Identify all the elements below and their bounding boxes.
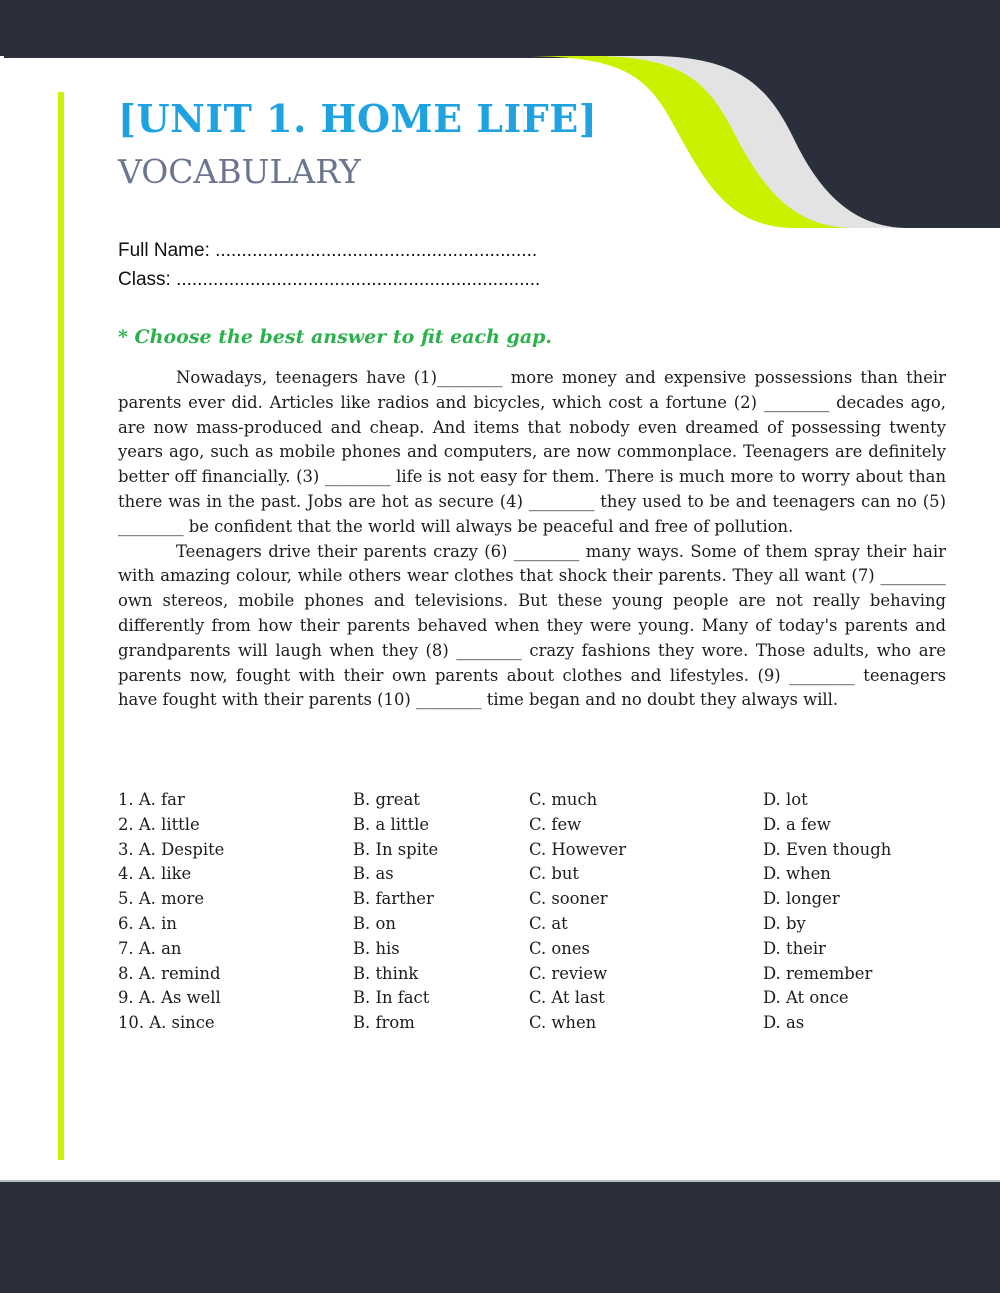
option-d: D. remember [763,963,873,983]
option-d: D. by [763,913,806,933]
option-b: B. on [353,913,396,933]
option-d: D. Even though [763,839,892,859]
option-b: B. a little [353,814,430,834]
passage-paragraph-2: Teenagers drive their parents crazy (6) ________ many ways. Some of them spray their hair with amazing colour, while others wear clothes that shock their parents. They all want (7) ________ own stereos, mobile phones and televisions. But these young people are not really behaving differently from how their parents behaved when they were young. Many of today's parents and grandparents will laugh when they (8) ________ crazy fashions they wore. Those adults, who are parents now, fought with their own parents about clothes and lifestyles. (9) ________ teenagers have fought with their parents (10) ________ time began and no doubt they always will. [118,541,946,710]
option-b: B. as [353,864,394,884]
option-b: B. his [353,938,400,958]
question-options-row [118,838,948,863]
option-a: 4. A. like [118,864,192,884]
option-c: C. but [529,864,580,884]
unit-title: [UNIT 1. HOME LIFE] [118,96,598,141]
answer-options-list [118,788,948,1036]
passage-paragraph-1: Nowadays, teenagers have (1)________ more money and expensive possessions than their parents ever did. Articles like radios and bicycles, which cost a fortune (2) ________ decades ago, are now mass-produced and cheap. And items that nobody even dreamed of possessing twenty years ago, such as mobile phones and computers, are now commonplace. Teenagers are definitely better off financially. (3) ________ life is not easy for them. There is much more to worry about than there was in the past. Jobs are hot as secure (4) ________ they used to be and teenagers can no (5) ________ be confident that the world will always be peaceful and free of pollution. [118,368,946,536]
option-c: C. much [529,790,598,809]
question-options-row [118,887,948,912]
exercise-instruction: * Choose the best answer to fit each gap. [118,326,553,348]
question-options-row [118,813,948,838]
section-subtitle: VOCABULARY [118,152,361,191]
bottom-footer-band [0,1180,1000,1293]
option-b: B. In spite [353,839,439,859]
option-a: 7. A. an [118,938,182,958]
option-b: B. from [353,1013,415,1033]
question-options-row [118,937,948,962]
option-a: 2. A. little [118,814,200,834]
option-c: C. At last [529,988,605,1008]
option-a: 6. A. in [118,913,177,933]
option-c: C. few [529,814,582,834]
option-b: B. farther [353,889,434,909]
option-d: D. as [763,1013,805,1033]
question-options-row [118,986,948,1011]
option-d: D. At once [763,988,849,1008]
class-line: Class: ..................................................................... [118,269,541,290]
option-b: B. great [353,790,420,809]
question-options-row [118,912,948,937]
full-name-line: Full Name: ............................................................. [118,240,538,261]
option-c: C. when [529,1013,597,1033]
option-a: 1. A. far [118,790,185,809]
option-c: C. sooner [529,889,608,909]
option-a: 5. A. more [118,889,205,909]
option-d: D. longer [763,889,840,909]
question-options-row [118,1011,948,1036]
option-a: 8. A. remind [118,963,221,983]
option-a: 3. A. Despite [118,839,225,859]
option-c: C. However [529,839,627,859]
left-accent-rule [58,92,64,1160]
question-options-row [118,788,948,813]
option-b: B. think [353,963,419,983]
question-options-row [118,962,948,987]
option-d: D. lot [763,790,808,809]
reading-passage [118,366,946,713]
option-a: 9. A. As well [118,988,221,1008]
option-c: C. at [529,913,568,933]
option-d: D. their [763,938,826,958]
option-d: D. when [763,864,831,884]
option-d: D. a few [763,814,831,834]
option-c: C. review [529,963,608,983]
question-options-row [118,862,948,887]
option-a: 10. A. since [118,1013,215,1033]
option-c: C. ones [529,938,590,958]
option-b: B. In fact [353,988,430,1008]
